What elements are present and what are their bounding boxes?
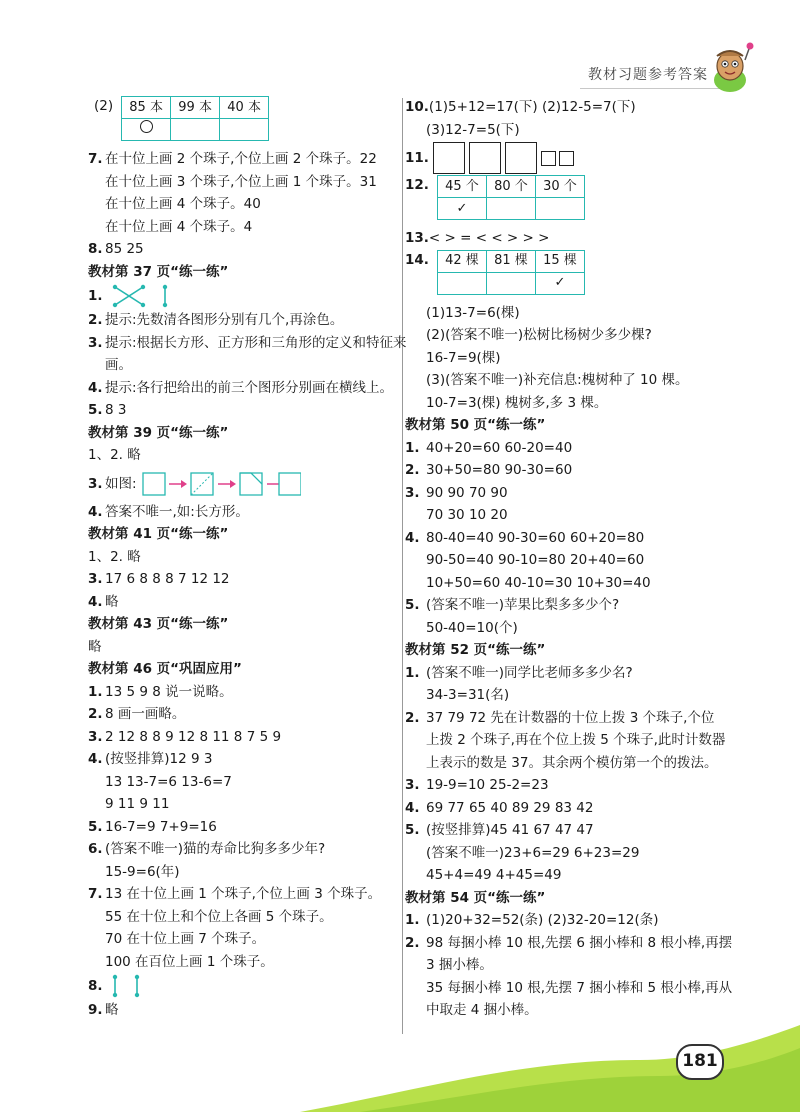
column-divider	[402, 98, 403, 1034]
answer-text: 上表示的数是 37。其余两个模仿第一个的拨法。	[426, 754, 718, 771]
question-number: 11.	[405, 150, 429, 166]
answer-text: 90 90 70 90	[426, 484, 508, 501]
answer-item	[88, 568, 393, 591]
table-cell	[220, 119, 269, 141]
answer-item	[405, 437, 705, 460]
table-cell	[171, 119, 220, 141]
answer-text: 17 6 8 8 8 7 12 12	[105, 571, 230, 587]
table-cell	[486, 272, 535, 294]
answer-item	[405, 707, 715, 730]
answer-text: (答案不唯一)猫的寿命比狗多多少年?	[105, 841, 326, 857]
answer-text: 19-9=10 25-2=23	[426, 777, 549, 793]
question-number: (2)	[94, 98, 114, 114]
answer-continuation	[405, 119, 705, 142]
question-number: 5.	[405, 822, 420, 838]
circle-mark-icon	[140, 120, 153, 133]
answer-text: 在十位上画 3 个珠子,个位上画 1 个珠子。31	[105, 173, 377, 190]
answer-text: 45+4=49 4+45=49	[426, 867, 562, 883]
question-number: 8.	[88, 241, 103, 257]
answer-text: 85 25	[105, 241, 144, 257]
left-column	[88, 96, 407, 1022]
answer-item	[405, 227, 705, 250]
right-column	[405, 96, 733, 1022]
question-number: 1.	[88, 683, 103, 700]
answer-item	[405, 459, 705, 482]
question-number: 5.	[405, 597, 420, 613]
answer-text: 55 在十位上和个位上各画 5 个珠子。	[105, 908, 333, 925]
answer-text: 10+50=60 40-10=30 10+30=40	[426, 574, 651, 591]
answer-item	[88, 377, 393, 400]
answer-continuation	[88, 771, 393, 794]
answer-text: (按竖排算)45 41 67 47 47	[426, 822, 594, 838]
question-number: 1.	[88, 288, 103, 304]
question-number: 3.	[405, 484, 420, 501]
answer-text: (答案不唯一)苹果比梨多多少个?	[426, 597, 620, 613]
table-cell: 15 棵	[535, 250, 584, 272]
answer-item	[88, 681, 393, 704]
answer-continuation	[405, 729, 726, 752]
page-number: 181	[676, 1044, 724, 1080]
answer-item	[88, 399, 393, 422]
answer-continuation	[405, 549, 705, 572]
answer-text: 80-40=40 90-30=60 60+20=80	[426, 529, 645, 546]
answer-item	[405, 797, 705, 820]
answer-item	[405, 482, 705, 505]
answer-text: (答案不唯一)同学比老师多多少名?	[426, 664, 633, 681]
question-number: 1.	[405, 664, 420, 681]
answer-text: 如图:	[105, 475, 137, 492]
answer-text: 8 画一画略。	[105, 706, 186, 722]
large-square	[505, 142, 537, 174]
matching-lines-figure	[109, 973, 149, 999]
large-square	[469, 142, 501, 174]
answer-text: 70 30 10 20	[426, 507, 508, 523]
question-number: 3.	[88, 475, 103, 492]
answer-text: 69 77 65 40 89 29 83 42	[426, 799, 594, 816]
answer-text: 13 在十位上画 1 个珠子,个位上画 3 个珠子。	[105, 886, 382, 902]
section-heading	[405, 887, 705, 910]
section-heading	[405, 639, 705, 662]
answer-continuation	[405, 954, 705, 977]
question-number: 3.	[88, 728, 103, 745]
answer-text: (答案不唯一)23+6=29 6+23=29	[426, 844, 640, 861]
answer-item	[405, 527, 705, 550]
answer-text: 1、2. 略	[88, 447, 141, 463]
table-cell: 99 本	[171, 97, 220, 119]
section-heading	[88, 422, 393, 445]
answer-table	[437, 250, 585, 295]
answer-continuation	[88, 928, 393, 951]
question-number: 4.	[88, 751, 103, 767]
answer-continuation	[405, 572, 705, 595]
answer-item	[88, 726, 393, 749]
section-heading-text: 教材第 41 页“练一练”	[88, 526, 229, 542]
answer-continuation	[405, 999, 705, 1022]
answer-continuation	[88, 793, 393, 816]
answer-text: 在十位上画 4 个珠子。4	[105, 218, 253, 235]
answer-text: (1)20+32=52(条) (2)32-20=12(条)	[426, 912, 659, 928]
answer-continuation	[405, 684, 705, 707]
answer-item	[88, 309, 393, 332]
answer-text: 35 每捆小棒 10 根,先摆 7 捆小棒和 5 根小棒,再从	[426, 979, 733, 996]
answer-continuation	[405, 842, 705, 865]
section-heading-text: 教材第 50 页“练一练”	[405, 417, 546, 433]
answer-text: 上拨 2 个珠子,再在个位上拨 5 个珠子,此时计数器	[426, 732, 726, 748]
answer-text: 1、2. 略	[88, 548, 141, 565]
answer-table	[437, 175, 585, 220]
answer-item	[88, 501, 393, 524]
answer-item	[405, 96, 705, 119]
answer-continuation	[88, 951, 393, 974]
folding-figure	[141, 470, 301, 498]
section-heading	[88, 658, 393, 681]
answer-continuation	[405, 392, 705, 415]
answer-item	[88, 238, 393, 261]
answer-item	[88, 883, 393, 906]
answer-item	[405, 594, 705, 617]
answer-table-item	[405, 250, 705, 302]
question-number: 4.	[88, 379, 103, 396]
answer-text: 70 在十位上画 7 个珠子。	[105, 931, 266, 947]
arrow-right-icon	[169, 480, 187, 488]
answer-item	[405, 819, 705, 842]
section-heading-text: 教材第 43 页“练一练”	[88, 616, 229, 632]
question-number: 12.	[405, 177, 429, 193]
arrow-right-icon	[218, 480, 236, 488]
answer-item	[88, 546, 393, 569]
answer-text: 中取走 4 捆小棒。	[426, 1002, 538, 1018]
answer-continuation	[88, 171, 393, 194]
answer-text: < > = < < > > >	[428, 230, 550, 246]
answer-text: 略	[105, 1002, 119, 1018]
answer-text: 16-7=9 7+9=16	[105, 818, 217, 835]
answer-item	[405, 909, 705, 932]
question-number: 7.	[88, 151, 103, 167]
question-number: 2.	[405, 934, 420, 951]
question-number: 2.	[405, 462, 420, 478]
table-cell: 42 棵	[437, 250, 486, 272]
answer-text: 提示:先数清各图形分别有几个,再涂色。	[105, 312, 344, 328]
squares-figure	[433, 150, 577, 166]
answer-text: 98 每捆小棒 10 根,先摆 6 捆小棒和 8 根小棒,再摆	[426, 934, 733, 951]
small-square	[559, 151, 574, 166]
answer-text: 30+50=80 90-30=60	[426, 462, 573, 478]
answer-text: 2 12 8 8 9 12 8 11 8 7 5 9	[105, 728, 282, 745]
answer-continuation	[88, 193, 393, 216]
mascot-icon	[708, 40, 756, 94]
answer-table-item	[88, 96, 393, 148]
question-number: 10.	[405, 99, 429, 115]
answer-text: 提示:各行把给出的前三个图形分别画在横线上。	[105, 379, 394, 396]
answer-text: 在十位上画 2 个珠子,个位上画 2 个珠子。22	[105, 151, 377, 167]
answer-continuation	[405, 324, 705, 347]
answer-continuation	[88, 216, 393, 239]
answer-text: (3)(答案不唯一)补充信息:槐树种了 10 棵。	[426, 372, 689, 388]
section-heading	[88, 523, 393, 546]
matching-lines-figure	[109, 283, 179, 309]
question-number: 4.	[405, 799, 420, 816]
question-number: 13.	[405, 230, 429, 246]
answer-continuation	[405, 752, 718, 775]
answer-item	[88, 973, 393, 999]
answer-item	[88, 283, 393, 309]
table-cell	[437, 272, 486, 294]
answer-text: (按竖排算)12 9 3	[105, 751, 213, 767]
question-number: 5.	[88, 818, 103, 835]
section-heading	[405, 414, 705, 437]
answer-text: 90-50=40 90-10=80 20+40=60	[426, 552, 645, 568]
table-cell	[535, 198, 584, 220]
large-square	[433, 142, 465, 174]
section-heading-text: 教材第 52 页“练一练”	[405, 642, 546, 658]
answer-text: 15-9=6(年)	[105, 863, 180, 880]
question-number: 5.	[88, 402, 103, 418]
answer-text: 34-3=31(名)	[426, 687, 510, 703]
answer-item	[88, 838, 393, 861]
table-cell	[535, 272, 584, 294]
table-cell: 85 本	[122, 97, 171, 119]
answer-item	[405, 662, 705, 685]
section-heading-text: 教材第 39 页“练一练”	[88, 424, 229, 441]
answer-continuation	[405, 977, 733, 1000]
answer-text: (1)13-7=6(棵)	[426, 304, 520, 321]
table-cell: 30 个	[535, 176, 584, 198]
answer-continuation	[405, 864, 705, 887]
answer-text: 16-7=9(棵)	[426, 349, 501, 366]
answer-item	[88, 148, 393, 171]
answer-text: 略	[105, 593, 119, 610]
question-number: 6.	[88, 841, 103, 857]
question-number: 7.	[88, 886, 103, 902]
answer-table	[121, 96, 269, 141]
answer-text: 13 5 9 8 说一说略。	[105, 683, 233, 700]
question-number: 4.	[88, 503, 103, 520]
answer-continuation	[405, 347, 705, 370]
answer-item	[405, 774, 705, 797]
answer-text: 40+20=60 60-20=40	[426, 439, 573, 456]
answer-text: (1)5+12=17(下) (2)12-5=7(下)	[428, 99, 636, 115]
check-mark-icon: ✓	[554, 275, 566, 290]
answer-item	[88, 816, 393, 839]
section-heading-text: 教材第 46 页“巩固应用”	[88, 661, 242, 677]
question-number: 2.	[88, 706, 103, 722]
answer-continuation	[88, 906, 393, 929]
answer-text: 10-7=3(棵) 槐树多,多 3 棵。	[426, 394, 608, 411]
question-number: 3.	[88, 571, 103, 587]
section-heading-text: 教材第 37 页“练一练”	[88, 263, 229, 280]
answer-text: 提示:根据长方形、正方形和三角形的定义和特征来	[105, 334, 407, 351]
answer-item	[88, 444, 393, 467]
answer-continuation	[405, 302, 705, 325]
small-square	[541, 151, 556, 166]
answer-text: 3 捆小棒。	[426, 957, 493, 973]
answer-text: 略	[88, 638, 102, 655]
answer-text: 37 79 72 先在计数器的十位上拨 3 个珠子,个位	[426, 709, 715, 726]
header-rule	[580, 88, 728, 89]
answer-text: 100 在百位上画 1 个珠子。	[105, 953, 274, 970]
section-heading	[88, 261, 393, 284]
answer-text: 在十位上画 4 个珠子。40	[105, 196, 261, 212]
answer-item	[405, 932, 733, 955]
table-cell	[122, 119, 171, 141]
answer-item	[88, 703, 393, 726]
answer-table-item	[405, 175, 705, 227]
table-cell: 40 本	[220, 97, 269, 119]
question-number: 4.	[88, 593, 103, 610]
question-number: 2.	[88, 312, 103, 328]
table-cell	[486, 198, 535, 220]
answer-text: 13 13-7=6 13-6=7	[105, 773, 232, 790]
answer-item	[88, 636, 393, 659]
answer-item	[88, 999, 393, 1022]
answer-item	[88, 591, 393, 614]
answer-continuation	[88, 861, 393, 884]
question-number: 1.	[405, 439, 420, 456]
table-cell: 45 个	[437, 176, 486, 198]
question-number: 8.	[88, 978, 103, 994]
question-number: 3.	[88, 334, 103, 351]
answer-text: 答案不唯一,如:长方形。	[105, 503, 249, 520]
question-number: 14.	[405, 251, 429, 268]
answer-item	[88, 467, 393, 501]
answer-item	[405, 141, 705, 175]
answer-text: 50-40=10(个)	[426, 619, 518, 636]
header-title: 教材习题参考答案	[588, 67, 708, 83]
answer-text: 画。	[105, 357, 132, 373]
answer-continuation	[405, 369, 705, 392]
table-cell: 80 个	[486, 176, 535, 198]
table-cell	[437, 198, 486, 220]
answer-text: (3)12-7=5(下)	[426, 121, 520, 138]
answer-item	[88, 332, 407, 355]
answer-text: 8 3	[105, 402, 127, 418]
section-heading	[88, 613, 393, 636]
answer-item	[88, 748, 393, 771]
answer-text: 9 11 9 11	[105, 796, 170, 812]
section-heading-text: 教材第 54 页“练一练”	[405, 889, 546, 906]
question-number: 1.	[405, 912, 420, 928]
answer-continuation	[88, 354, 393, 377]
table-cell: 81 棵	[486, 250, 535, 272]
question-number: 4.	[405, 529, 420, 546]
answer-text: (2)(答案不唯一)松树比杨树少多少棵?	[426, 327, 652, 343]
answer-continuation	[405, 617, 705, 640]
question-number: 9.	[88, 1002, 103, 1018]
answer-continuation	[405, 504, 705, 527]
question-number: 3.	[405, 777, 420, 793]
question-number: 2.	[405, 709, 420, 726]
check-mark-icon: ✓	[456, 200, 468, 216]
